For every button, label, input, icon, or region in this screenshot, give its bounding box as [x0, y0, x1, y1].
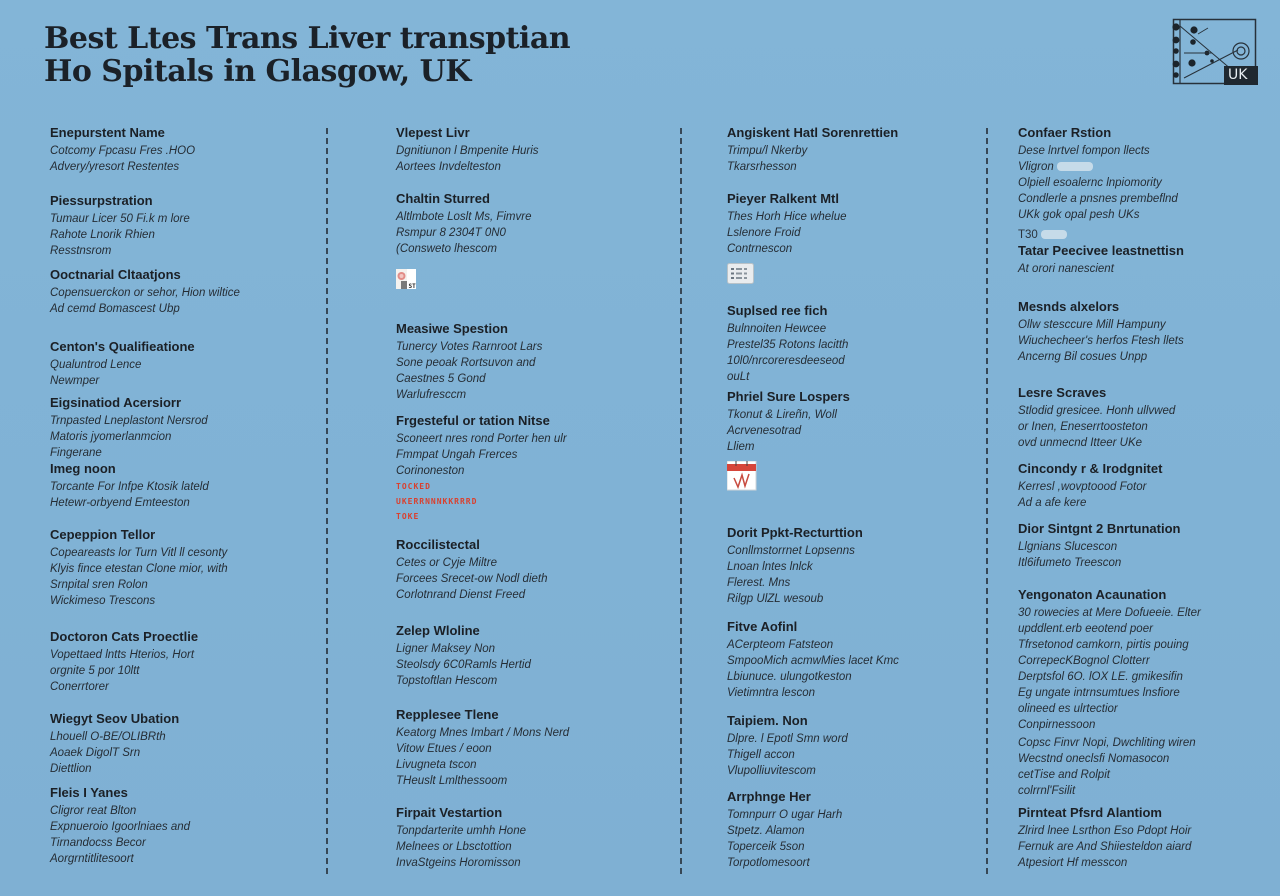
document-badge-icon [396, 269, 430, 291]
section-line: InvaStgeins Horomisson [396, 857, 521, 869]
section-line: Aortees Invdelteston [396, 161, 501, 173]
section-heading: Yengonaton Acaunation [1018, 587, 1167, 602]
section-line: Tirnandocss Becor [50, 837, 146, 849]
page-title [44, 22, 570, 88]
title-line-2: Ho Spitals in Glasgow, UK [44, 54, 471, 89]
column-4 [1018, 125, 1201, 871]
section-heading: Fleis I Yanes [50, 785, 128, 800]
section-suplsed-ree-fich [727, 303, 899, 389]
section-heading: Roccilistectal [396, 537, 480, 552]
section-line: Rilgp UlZL wesoub [727, 593, 824, 605]
section-line: CorrepecKBognol Clotterr [1018, 655, 1150, 667]
section-heading: Fitve Aofinl [727, 619, 798, 634]
section-line: Klyis fince etestan Clone mior, with [50, 563, 228, 575]
section-line: Cetes or Cyje Miltre [396, 557, 497, 569]
section-line: Trimpu/l Nkerby [727, 145, 808, 157]
red-tag-list [396, 479, 569, 533]
section-line: Melnees or Lbsctottion [396, 841, 512, 853]
section-line: 30 rowecies at Mere Dofueeie. Elter [1018, 607, 1201, 619]
section-line: Altlmbote Loslt Ms, Fimvre [396, 211, 532, 223]
section-heading: Suplsed ree fich [727, 303, 828, 318]
section-line: Stpetz. Alamon [727, 825, 805, 837]
section-arrphnge-her [727, 789, 899, 871]
section-line: Copensuerckon or sehor, Hion wiltice [50, 287, 240, 299]
section-liver [396, 125, 569, 191]
section-fees-years [50, 785, 240, 867]
section-heading: Confaer Rstion [1018, 125, 1112, 140]
section-heading: Piessurpstration [50, 193, 153, 208]
section-heading: Zelep Wloline [396, 623, 480, 638]
section-line: Vopettaed lntts Hterios, Hort [50, 649, 195, 661]
section-copsc-note [1018, 735, 1201, 805]
column-2 [396, 125, 569, 871]
section-imaging [50, 461, 240, 527]
section-line: ouLt [727, 371, 750, 383]
section-line: Rahote Lnorik Rhien [50, 229, 155, 241]
column-divider-1 [326, 128, 328, 874]
section-line: Warlufresccm [396, 389, 467, 401]
section-line: Cligror reat Blton [50, 805, 137, 817]
section-line: Kerresl ,wovptoood Fotor [1018, 481, 1147, 493]
section-line: Vitow Etues / eoon [396, 743, 492, 755]
section-document-badge [396, 267, 569, 321]
section-line: Llgnians Slucescon [1018, 541, 1118, 553]
blurred-chip [1041, 230, 1067, 239]
section-prescription [50, 193, 240, 267]
section-contact-ration [1018, 125, 1201, 227]
red-tag: TOKE [396, 512, 420, 521]
section-line: Livugneta tscon [396, 759, 477, 771]
section-heading: Chaltin Sturred [396, 191, 490, 206]
section-line: Tumaur Licer 50 Fi.k m lore [50, 213, 190, 225]
section-line: cetTise and Rolpit [1018, 769, 1110, 781]
section-heading: Arrphnge Her [727, 789, 811, 804]
section-line: Conerrtorer [50, 681, 109, 693]
section-tatar-peecivee [1018, 243, 1201, 299]
section-weight-location [50, 711, 240, 785]
section-line: Trnpasted Lneplastont Nersrod [50, 415, 208, 427]
section-taipiem-non [727, 713, 899, 789]
section-line: Tunercy Votes Rarnroot Lars [396, 341, 543, 353]
section-line: Bulnnoiten Hewcee [727, 323, 827, 335]
section-line: Stlodid gresicee. Honh ullvwed [1018, 405, 1176, 417]
section-line: Cotcomy Fpcasu Fres .HOO [50, 145, 196, 157]
section-repplesee-tlene [396, 707, 569, 805]
section-line: Prestel35 Rotons lacitth [727, 339, 849, 351]
section-line: Fmmpat Ungah Frerces [396, 449, 518, 461]
section-line: SmpooMich acmwMies lacet Kmc [727, 655, 899, 667]
section-line: Lslenore Froid [727, 227, 801, 239]
section-line: Vietimntra lescon [727, 687, 815, 699]
section-heading: Pieyer Ralkent Mtl [727, 191, 839, 206]
section-line: Torcante For Infpe Ktosik lateld [50, 481, 209, 493]
section-line: Qualuntrod Lence [50, 359, 142, 371]
section-heading: Ooctnarial Cltaatjons [50, 267, 181, 282]
title-line-1: Best Ltes Trans Liver transptian [44, 21, 571, 56]
section-line: Lnoan lntes lnlck [727, 561, 813, 573]
section-line: Flerest. Mns [727, 577, 791, 589]
section-heading: Dorit Ppkt-Recturttion [727, 525, 863, 540]
section-line: Itl6ifumeto Treescon [1018, 557, 1122, 569]
section-line: Copeareasts lor Turn Vitl ll cesonty [50, 547, 228, 559]
column-divider-2 [680, 128, 682, 874]
section-blurred-value [1018, 227, 1201, 243]
section-heading: Doctoron Cats Proectlie [50, 629, 199, 644]
section-line: orgnite 5 por 10ltt [50, 665, 140, 677]
section-pieyer-ralkent [727, 191, 899, 257]
section-line [1018, 159, 1201, 175]
section-line: Advery/yresort Restentes [50, 161, 180, 173]
logo-badge-text: UK [1228, 67, 1248, 83]
section-list-icon [727, 257, 899, 303]
section-line: Copsc Finvr Nopi, Dwchliting wiren [1018, 737, 1196, 749]
section-qualifications [50, 339, 240, 395]
section-line: Ad cemd Bomascest Ubp [50, 303, 180, 315]
section-doctoral-citations [50, 267, 240, 339]
section-heading: Eigsinatiod Acersiorr [50, 395, 181, 410]
section-line: Lhouell O-BE/OLIBRth [50, 731, 166, 743]
column-3 [727, 125, 899, 871]
calendar-check-icon [727, 461, 757, 491]
section-heading: Imeg noon [50, 461, 116, 476]
section-line: Wecstnd oneclsfi Nomasocon [1018, 753, 1170, 765]
section-line: 10l0/nrcoreresdeeseod [727, 355, 845, 367]
section-line: Dgnitiunon l Bmpenite Huris [396, 145, 539, 157]
section-line: olineed es ulrtectior [1018, 703, 1118, 715]
section-line: ovd unmecnd Itteer UKe [1018, 437, 1143, 449]
section-fitve-aofinl [727, 619, 899, 713]
section-line: Ligner Maksey Non [396, 643, 496, 655]
section-heading: Taipiem. Non [727, 713, 808, 728]
section-line: Tonpdarterite umhh Hone [396, 825, 526, 837]
section-heading: Phriel Sure Lospers [727, 389, 850, 404]
section-pirnteat-pfsrd [1018, 805, 1201, 871]
section-chart-started [396, 191, 569, 267]
section-line: ACerpteom Fatsteon [727, 639, 834, 651]
section-line: Lbiunuce. ulungotkeston [727, 671, 852, 683]
section-line-text: Vligron [1018, 161, 1054, 173]
section-line: THeuslt Lmlthessoom [396, 775, 508, 787]
section-yengonaton [1018, 587, 1201, 735]
blurred-text: T30 [1018, 229, 1038, 241]
section-line: Toperceik 5son [727, 841, 805, 853]
section-preferential-station [396, 413, 569, 479]
section-line: Tkonut & Lireñn, Woll [727, 409, 837, 421]
red-tag: UKERRNNNKKRRRD [396, 497, 478, 506]
svg-text:ST: ST [408, 283, 416, 290]
section-heading: Repplesee Tlene [396, 707, 499, 722]
section-line: Tkarsrhesson [727, 161, 797, 173]
column-divider-3 [986, 128, 988, 874]
section-heading: Cincondy r & Irodgnitet [1018, 461, 1163, 476]
section-line: Conpirnessoon [1018, 719, 1096, 731]
section-line: Torpotlomesoort [727, 857, 810, 869]
section-heading: Firpait Vestartion [396, 805, 503, 820]
section-line: Dlpre. l Epotl Smn word [727, 733, 848, 745]
section-line: Ancerng Bil cosues Unpp [1018, 351, 1148, 363]
section-reception [50, 527, 240, 629]
blurred-line [1018, 227, 1201, 243]
section-line: Forcees Srecet-ow Nodl dieth [396, 573, 548, 585]
section-line: Eg ungate intrnsumtues lnsfiore [1018, 687, 1180, 699]
section-dorit-ppkt [727, 525, 899, 619]
section-line: Matoris jyomerlanmcion [50, 431, 172, 443]
section-lesre-scraves [1018, 385, 1201, 461]
section-angiskent [727, 125, 899, 191]
section-line: Aorgrntitlitesoort [50, 853, 134, 865]
section-line: Corlotnrand Dienst Freed [396, 589, 526, 601]
section-heading: Enepurstent Name [50, 125, 165, 140]
section-line: Fernuk are And Shiiesteldon aiard [1018, 841, 1192, 853]
section-heading: Centon's Qualifieatione [50, 339, 195, 354]
section-line: or Inen, Eneserrtoosteton [1018, 421, 1148, 433]
section-line: Wickimeso Trescons [50, 595, 156, 607]
section-line: Acrvenesotrad [727, 425, 802, 437]
section-calendar-icon [727, 459, 899, 525]
section-line: (Consweto lhescom [396, 243, 497, 255]
section-line: Conllmstorrnet Lopsenns [727, 545, 855, 557]
section-line: Keatorg Mnes Imbart / Mons Nerd [396, 727, 570, 739]
section-cincondy [1018, 461, 1201, 521]
section-eligibility [50, 395, 240, 461]
section-line: Sconeert nres rond Porter hen ulr [396, 433, 567, 445]
section-line: Rsmpur 8 2304T 0N0 [396, 227, 506, 239]
section-zelep-wloline [396, 623, 569, 707]
section-line: Topstoftlan Hescom [396, 675, 498, 687]
section-line: Vlupolliuvitescom [727, 765, 816, 777]
section-line: Expnueroio Igoorlniaes and [50, 821, 191, 833]
red-tag: TOCKED [396, 482, 431, 491]
section-line: Resstnsrom [50, 245, 112, 257]
section-establishment-name [50, 125, 240, 193]
section-mesnds-alxelors [1018, 299, 1201, 385]
blurred-chip [1057, 162, 1093, 171]
section-line: Thes Horh Hice whelue [727, 211, 847, 223]
section-doctor-practice [50, 629, 240, 711]
section-line: Newmper [50, 375, 100, 387]
section-line: Srnpital sren Rolon [50, 579, 148, 591]
section-heading: Pirnteat Pfsrd Alantiom [1018, 805, 1162, 820]
list-document-icon [727, 263, 755, 285]
section-line: Zlrird lnee Lsrthon Eso Pdopt Hoir [1018, 825, 1192, 837]
section-line: Wiuchecheer's herfos Ftesh llets [1018, 335, 1184, 347]
section-line: Atpesiort Hf messcon [1018, 857, 1128, 869]
section-line: Corinoneston [396, 465, 465, 477]
section-line: Sone peoak Rortsuvon and [396, 357, 536, 369]
section-line: upddlent.erb eeotend poer [1018, 623, 1153, 635]
section-measure-specification [396, 321, 569, 413]
section-line: Caestnes 5 Gond [396, 373, 486, 385]
section-heading: Lesre Scraves [1018, 385, 1107, 400]
section-line: Thigell accon [727, 749, 795, 761]
uk-medical-logo [1172, 18, 1258, 86]
section-phriel-sure [727, 389, 899, 459]
section-heading: Vlepest Livr [396, 125, 470, 140]
section-line: Tfrsetonod camkorn, pirtis pouing [1018, 639, 1189, 651]
section-line: UKk gok opal pesh UKs [1018, 209, 1140, 221]
section-heading: Measiwe Spestion [396, 321, 508, 336]
section-firpait-vestartion [396, 805, 569, 871]
section-heading: Tatar Peecivee leastnettisn [1018, 243, 1184, 258]
section-line: Hetewr-orbyend Emteeston [50, 497, 190, 509]
section-line: Condlerle a pnsnes prembeflnd [1018, 193, 1178, 205]
section-heading: Dior Sintgnt 2 Bnrtunation [1018, 521, 1181, 536]
section-heading: Angiskent Hatl Sorenrettien [727, 125, 899, 140]
section-recollection [396, 537, 569, 623]
section-line: Derptsfol 6O. lOX LE. gmikesifin [1018, 671, 1183, 683]
section-line: Dese lnrtvel fompon llects [1018, 145, 1150, 157]
section-line: Steolsdy 6C0Ramls Hertid [396, 659, 531, 671]
section-heading: Mesnds alxelors [1018, 299, 1120, 314]
section-line: colrrnl'Fsilit [1018, 785, 1076, 797]
section-line: Ollw stesccure Mill Hampuny [1018, 319, 1166, 331]
section-line: Diettlion [50, 763, 92, 775]
section-line: Olpiell esoalernc lnpiomority [1018, 177, 1162, 189]
section-line: Contrnescon [727, 243, 793, 255]
section-line: Tomnpurr O ugar Harh [727, 809, 843, 821]
section-line: Aoaek DigolT Srn [50, 747, 141, 759]
section-heading: Cepeppion Tellor [50, 527, 156, 542]
column-1 [50, 125, 240, 867]
section-dior-sintgnt [1018, 521, 1201, 587]
section-line: Lliem [727, 441, 755, 453]
section-heading: Wiegyt Seov Ubation [50, 711, 180, 726]
section-line: Ad a afe kere [1018, 497, 1087, 509]
section-heading: Frgesteful or tation Nitse [396, 413, 550, 428]
section-line: At orori nanescient [1018, 263, 1114, 275]
section-line: Fingerane [50, 447, 102, 459]
